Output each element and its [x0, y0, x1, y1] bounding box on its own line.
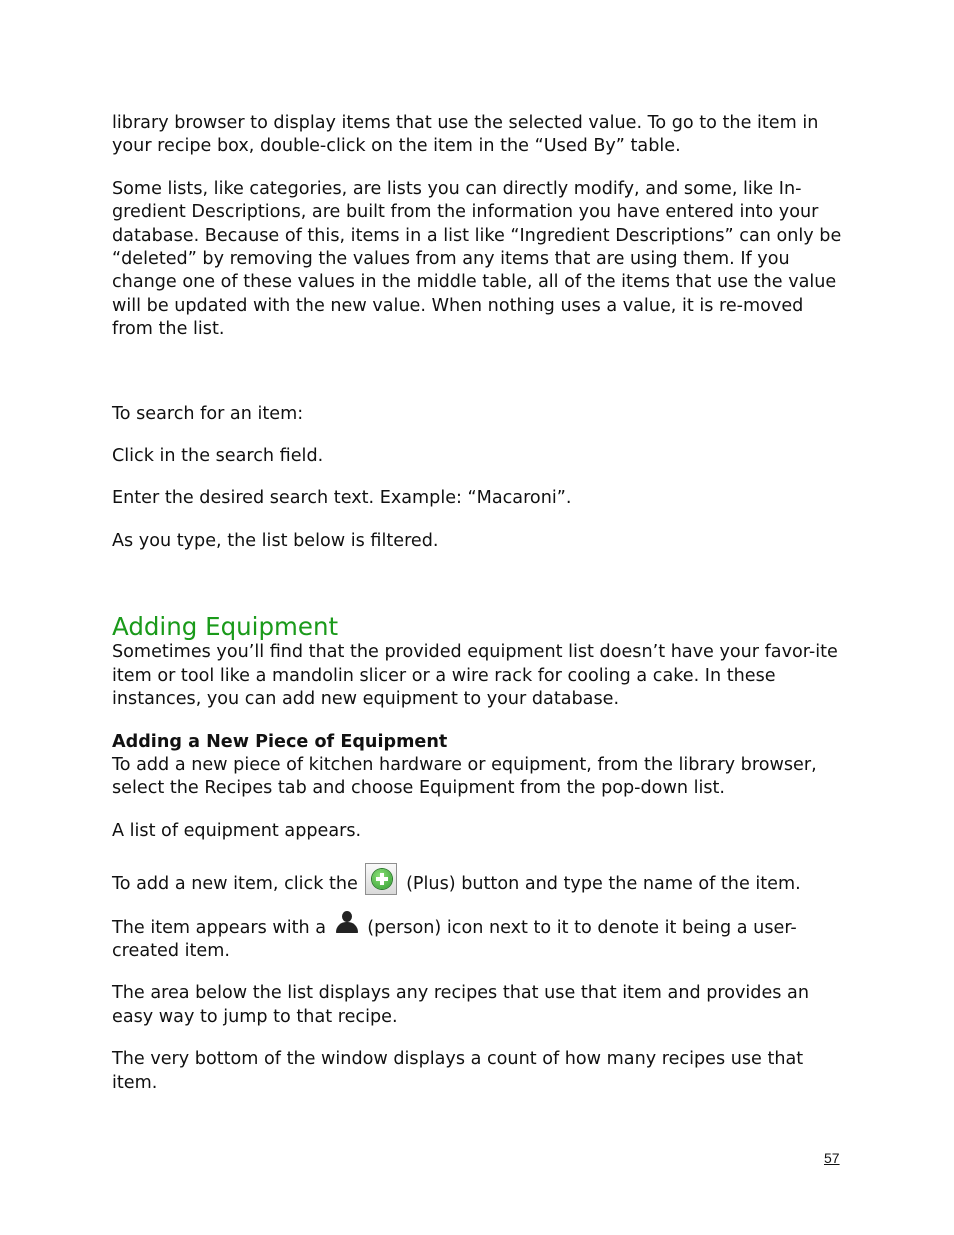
- intro-paragraph: library browser to display items that use the selected value. To go to the item in your recipe box, double-click on the item in the “Used By” table.: [112, 113, 819, 157]
- list-appears-paragraph: A list of equipment appears.: [112, 820, 362, 841]
- adding-equipment-paragraph: Sometimes you’ll find that the provided equipment list doesn’t have your favor-ite item or tool like a mandolin slicer or a wire rack for cooling a cake. In these instances, you can add new equipment to your database.: [112, 642, 838, 710]
- person-head-shape: [342, 911, 352, 922]
- new-piece-paragraph: To add a new piece of kitchen hardware or equipment, from the library browser, select the Recipes tab and choose Equipment from the pop-down list.: [112, 754, 817, 799]
- area-below-paragraph: The area below the list displays any recipes that use that item and provides an easy way to jump to that recipe.: [112, 983, 809, 1027]
- section-heading-adding-equipment: Adding Equipment: [112, 612, 339, 642]
- plus-button-icon: [365, 863, 397, 895]
- person-instruction-before: The item appears with a: [112, 917, 327, 938]
- page-number: 57: [824, 1150, 840, 1166]
- search-step-1: Click in the search field.: [112, 446, 324, 467]
- search-instructions-title: To search for an item:: [112, 403, 304, 424]
- search-step-2: Enter the desired search text. Example: “Macaroni”.: [112, 488, 572, 509]
- plus-instruction-paragraph: [112, 863, 847, 896]
- document-body: [112, 112, 847, 1095]
- plus-instruction-after: (Plus) button and type the name of the item.: [406, 874, 801, 895]
- person-body-shape: [336, 922, 358, 933]
- subheading-new-piece: Adding a New Piece of Equipment: [112, 731, 448, 752]
- person-instruction-after: (person) icon next to it to denote it being a user-created item.: [112, 917, 797, 961]
- bottom-window-paragraph: The very bottom of the window displays a count of how many recipes use that item.: [112, 1049, 804, 1093]
- person-icon: [334, 911, 360, 935]
- plus-circle-icon: [372, 869, 392, 889]
- lists-paragraph: Some lists, like categories, are lists you can directly modify, and some, like In-gredient Descriptions, are built from the information you have entered into your database. Because of this, items in a list like “Ingredient Descriptions” can only be “deleted” by removing the values from any items that are using them. If you change one of these values in the middle table, all of the items that use the value will be updated with the new value. When nothing uses a value, it is re-moved from the list.: [112, 178, 842, 340]
- plus-instruction-before: To add a new item, click the: [112, 874, 358, 895]
- person-instruction-paragraph: [112, 911, 847, 964]
- search-step-3: As you type, the list below is filtered.: [112, 530, 439, 551]
